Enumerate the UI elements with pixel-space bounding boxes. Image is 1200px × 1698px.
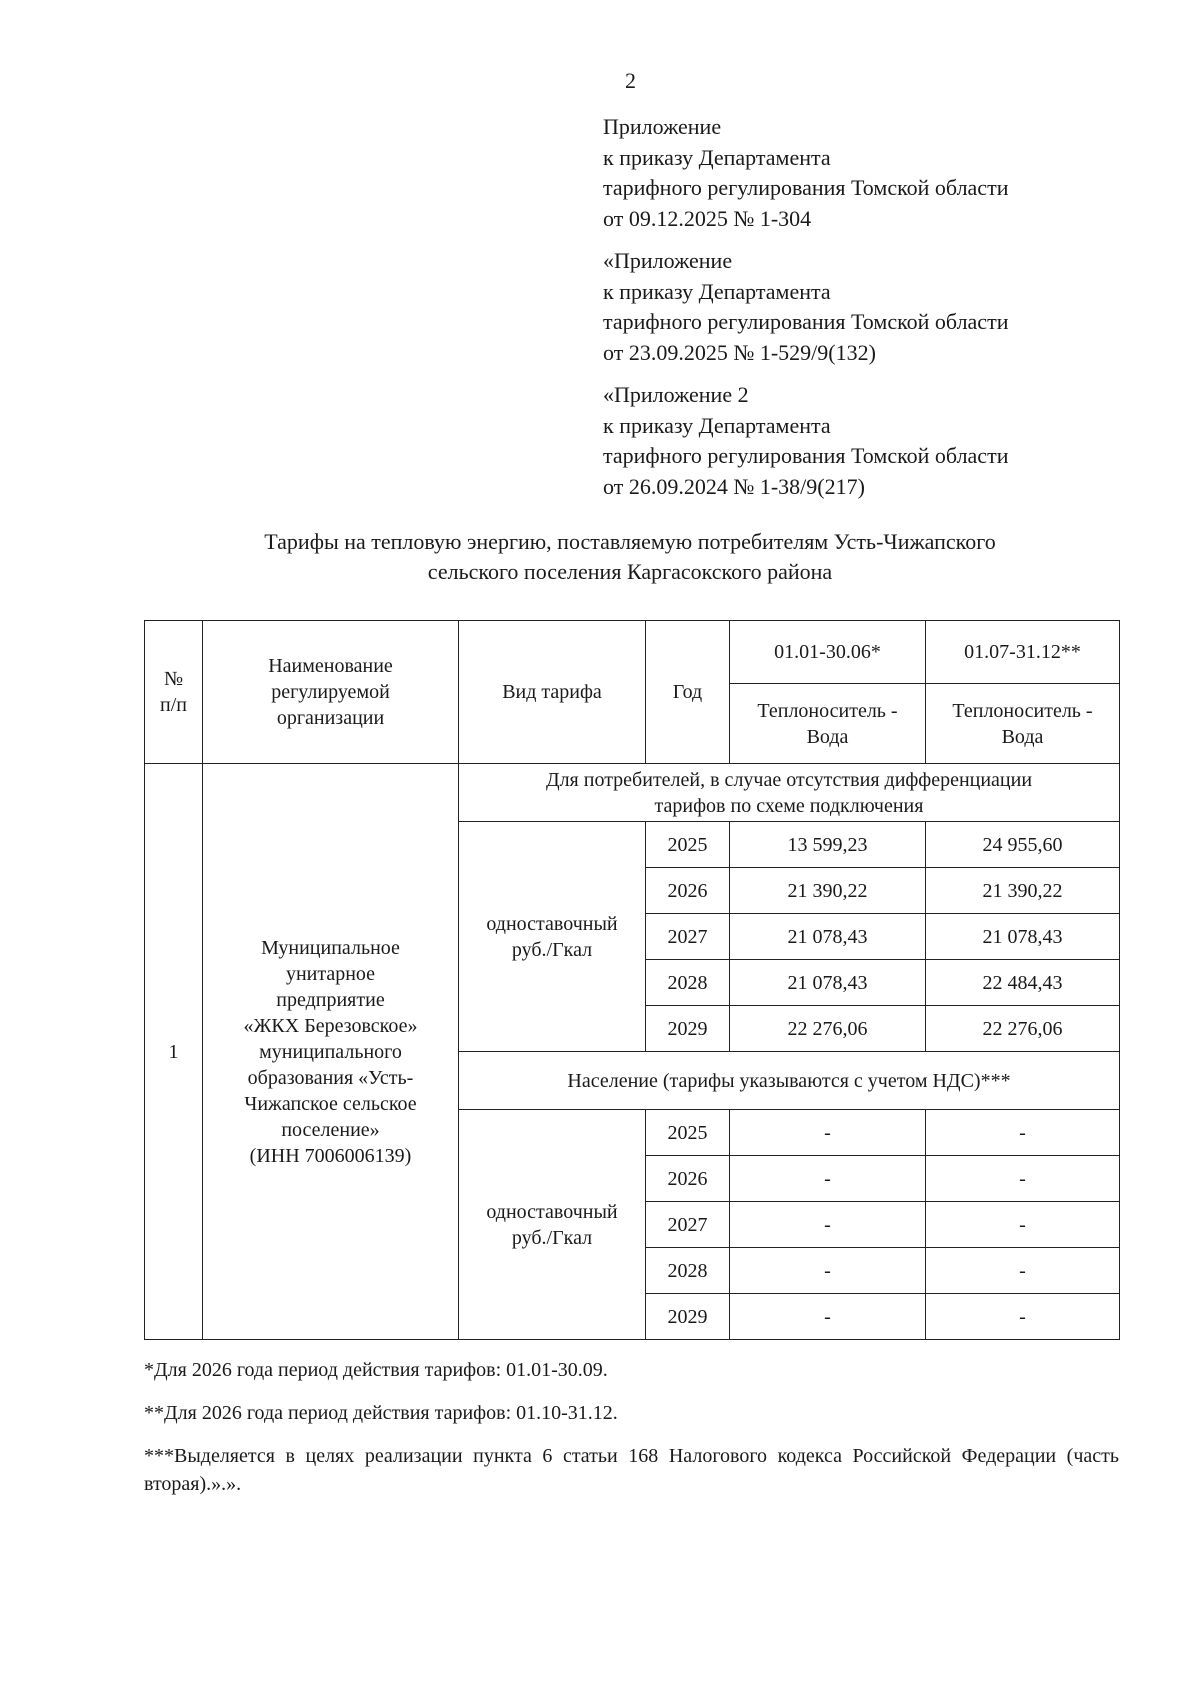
appendix-block-order-2024 — [603, 380, 1123, 502]
footnote-1: *Для 2026 года период действия тарифов: 01.01-30.09. — [144, 1359, 608, 1381]
appendix-line: тарифного регулирования Томской области — [603, 443, 1009, 468]
header-period-1: 01.01-30.06* — [730, 621, 926, 684]
title-line: сельского поселения Каргасокского района — [427, 559, 833, 584]
tariff-value-period-2: - — [926, 1156, 1120, 1202]
year-cell: 2027 — [646, 914, 730, 960]
year-cell: 2026 — [646, 868, 730, 914]
tariff-value-period-2: 22 484,43 — [926, 960, 1120, 1006]
tariff-value-period-2: - — [926, 1294, 1120, 1340]
tariff-value-period-1: - — [730, 1202, 926, 1248]
tariff-value-period-1: 21 078,43 — [730, 960, 926, 1006]
appendix-line: Приложение — [603, 114, 722, 139]
tariff-value-period-2: - — [926, 1248, 1120, 1294]
header-medium-2: Теплоноситель - Вода — [926, 684, 1120, 764]
appendix-line: от 26.09.2024 № 1-38/9(217) — [603, 473, 865, 499]
appendix-line: тарифного регулирования Томской области — [603, 175, 1009, 200]
header-period-2: 01.07-31.12** — [926, 621, 1120, 684]
tariff-value-period-1: - — [730, 1110, 926, 1156]
tariff-value-period-1: 22 276,06 — [730, 1006, 926, 1052]
tariff-value-period-1: 21 078,43 — [730, 914, 926, 960]
title-line: Тарифы на тепловую энергию, поставляемую потребителям Усть-Чижапского — [264, 529, 996, 554]
tariff-value-period-1: 21 390,22 — [730, 868, 926, 914]
row-number: 1 — [145, 764, 203, 1340]
appendix-line: от 09.12.2025 № 1-304 — [603, 205, 812, 231]
tariff-value-period-1: - — [730, 1294, 926, 1340]
year-cell: 2028 — [646, 960, 730, 1006]
footnote-2: **Для 2026 года период действия тарифов: 01.10-31.12. — [144, 1402, 618, 1424]
tariff-value-period-2: 24 955,60 — [926, 822, 1120, 868]
tariff-value-period-1: - — [730, 1156, 926, 1202]
tariff-value-period-2: 21 390,22 — [926, 868, 1120, 914]
tariff-value-period-1: 13 599,23 — [730, 822, 926, 868]
section-heading: Для потребителей, в случае отсутствия дифференциации тарифов по схеме подключения — [459, 764, 1120, 822]
appendix-line: «Приложение 2 — [603, 382, 749, 407]
appendix-line: тарифного регулирования Томской области — [603, 309, 1009, 334]
tariff-type-cell: одноставочный руб./Гкал — [459, 1110, 646, 1340]
header-organization: Наименование регулируемой организации — [203, 621, 459, 764]
document-title — [140, 527, 1120, 587]
appendix-line: к приказу Департамента — [603, 144, 831, 170]
header-tariff-type: Вид тарифа — [459, 621, 646, 764]
appendix-line: к приказу Департамента — [603, 412, 831, 438]
year-cell: 2025 — [646, 1110, 730, 1156]
tariff-table — [144, 620, 1120, 1340]
appendix-line: к приказу Департамента — [603, 278, 831, 304]
year-cell: 2028 — [646, 1248, 730, 1294]
appendix-block-order-2025 — [603, 246, 1123, 368]
year-cell: 2029 — [646, 1006, 730, 1052]
year-cell: 2027 — [646, 1202, 730, 1248]
appendix-line: от 23.09.2025 № 1-529/9(132) — [603, 339, 876, 365]
year-cell: 2029 — [646, 1294, 730, 1340]
tariff-value-period-1: - — [730, 1248, 926, 1294]
year-cell: 2025 — [646, 822, 730, 868]
organization-name: Муниципальное унитарное предприятие «ЖКХ Березовское» муниципального образования «Усть- Чижапское сельское поселение» (ИНН 7006006139) — [203, 764, 459, 1340]
year-cell: 2026 — [646, 1156, 730, 1202]
tariff-value-period-2: - — [926, 1202, 1120, 1248]
header-medium-1: Теплоноситель - Вода — [730, 684, 926, 764]
tariff-type-cell: одноставочный руб./Гкал — [459, 822, 646, 1052]
footnote-3: ***Выделяется в целях реализации пункта 6 статьи 168 Налогового кодекса Российской Федерации (часть вторая).».». — [144, 1445, 1119, 1495]
tariff-value-period-2: 21 078,43 — [926, 914, 1120, 960]
tariff-value-period-2: 22 276,06 — [926, 1006, 1120, 1052]
page-number: 2 — [625, 68, 636, 93]
appendix-block-current-order — [603, 112, 1123, 234]
header-year: Год — [646, 621, 730, 764]
header-number: № п/п — [145, 621, 203, 764]
section-heading: Население (тарифы указываются с учетом НДС)*** — [459, 1052, 1120, 1110]
tariff-value-period-2: - — [926, 1110, 1120, 1156]
appendix-line: «Приложение — [603, 248, 733, 273]
